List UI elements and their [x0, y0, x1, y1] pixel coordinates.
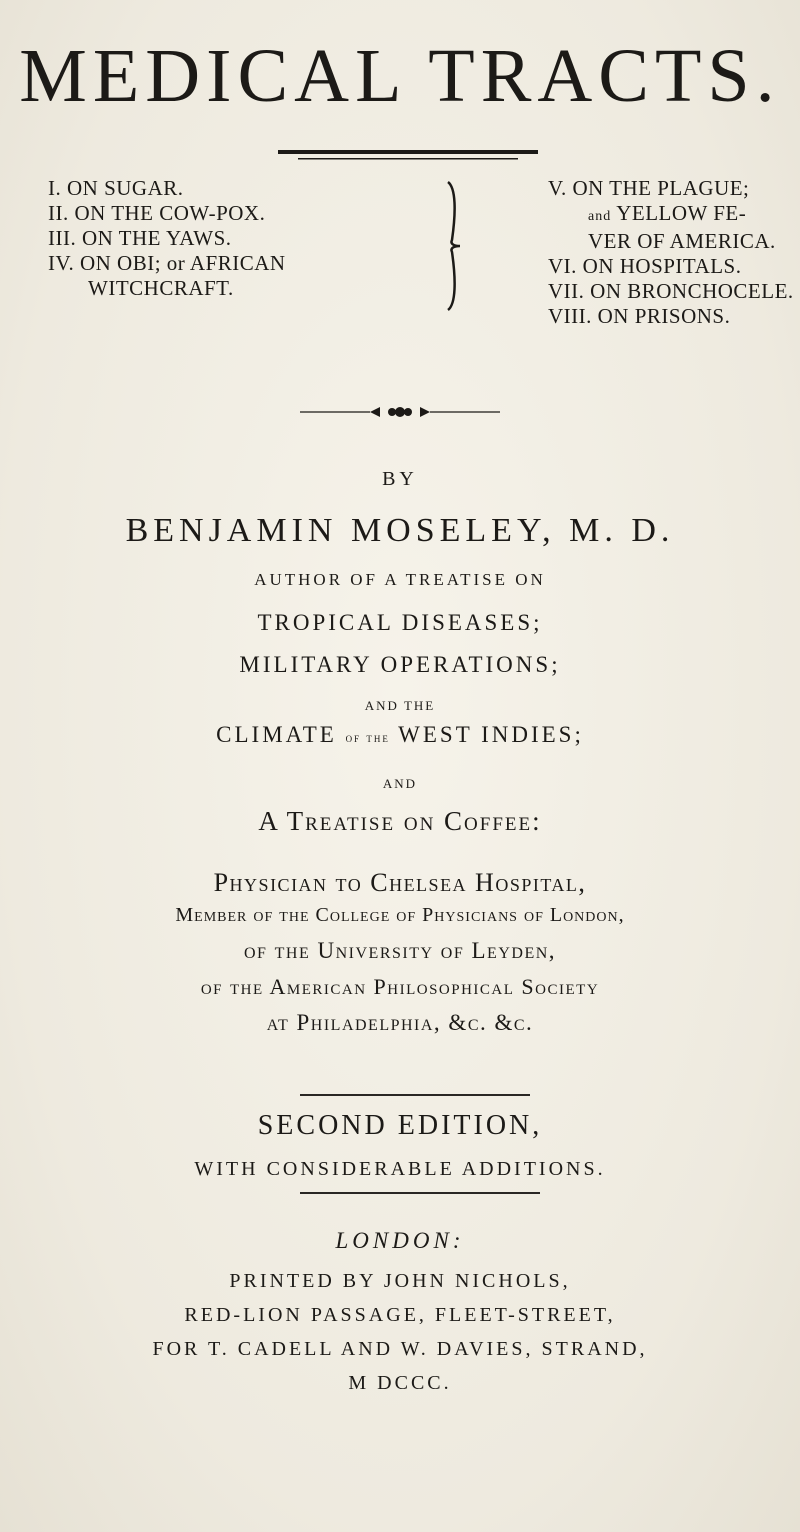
author-description: A Treatise on Coffee:: [258, 806, 542, 836]
contents-item: WITCHCRAFT.: [88, 276, 234, 300]
contents-item: III. ON THE YAWS.: [48, 226, 232, 250]
contents-item: II. ON THE COW-POX.: [48, 201, 266, 225]
title-double-rule: [278, 148, 538, 164]
brace-ornament: [440, 178, 470, 314]
additions-line: WITH CONSIDERABLE ADDITIONS.: [194, 1158, 606, 1180]
credential-line: of the University of Leyden,: [243, 938, 557, 963]
contents-item: VII. ON BRONCHOCELE.: [548, 279, 794, 303]
contents-item-conjunction: and: [588, 209, 612, 224]
author-description: AND THE: [364, 698, 436, 713]
divider-rule: [300, 1192, 540, 1194]
description-part: CLIMATE: [216, 722, 337, 747]
description-part: WEST INDIES;: [398, 722, 584, 747]
author-description: AND: [382, 776, 418, 791]
contents-right-column: [548, 176, 798, 329]
book-title: MEDICAL TRACTS.: [19, 34, 781, 118]
contents-item: I. ON SUGAR.: [48, 176, 184, 200]
imprint-line: FOR T. CADELL AND W. DAVIES, STRAND,: [152, 1338, 648, 1360]
credential-line: Member of the College of Physicians of London,: [175, 904, 625, 926]
author-name: BENJAMIN MOSELEY, M. D.: [125, 512, 675, 549]
divider-rule: [300, 1094, 530, 1096]
contents-left-column: [48, 176, 428, 301]
imprint-year: M DCCC.: [348, 1372, 452, 1394]
author-description: [0, 722, 800, 748]
credential-line: at Philadelphia, &c. &c.: [266, 1010, 534, 1035]
imprint-city: LONDON:: [335, 1228, 465, 1253]
imprint-line: RED-LION PASSAGE, FLEET-STREET,: [184, 1304, 616, 1326]
author-description: AUTHOR OF A TREATISE ON: [254, 570, 546, 589]
contents-item: VI. ON HOSPITALS.: [548, 254, 742, 278]
description-part: of the: [345, 730, 390, 745]
contents-item: YELLOW FE-: [616, 201, 747, 225]
contents-item: VIII. ON PRISONS.: [548, 304, 731, 328]
contents-item: IV. ON OBI; or AFRICAN: [48, 251, 286, 275]
by-line: BY: [382, 468, 418, 490]
contents-item: V. ON THE PLAGUE;: [548, 176, 750, 200]
edition-line: SECOND EDITION,: [257, 1110, 543, 1141]
table-of-contents: [48, 176, 794, 376]
printers-ornament: [300, 402, 500, 422]
imprint-line: PRINTED BY JOHN NICHOLS,: [229, 1270, 571, 1292]
credential-line: Physician to Chelsea Hospital,: [213, 868, 587, 897]
credential-line: of the American Philosophical Society: [200, 974, 600, 999]
contents-item: VER OF AMERICA.: [588, 229, 776, 253]
author-description: TROPICAL DISEASES;: [257, 610, 543, 635]
author-description: MILITARY OPERATIONS;: [239, 652, 561, 677]
